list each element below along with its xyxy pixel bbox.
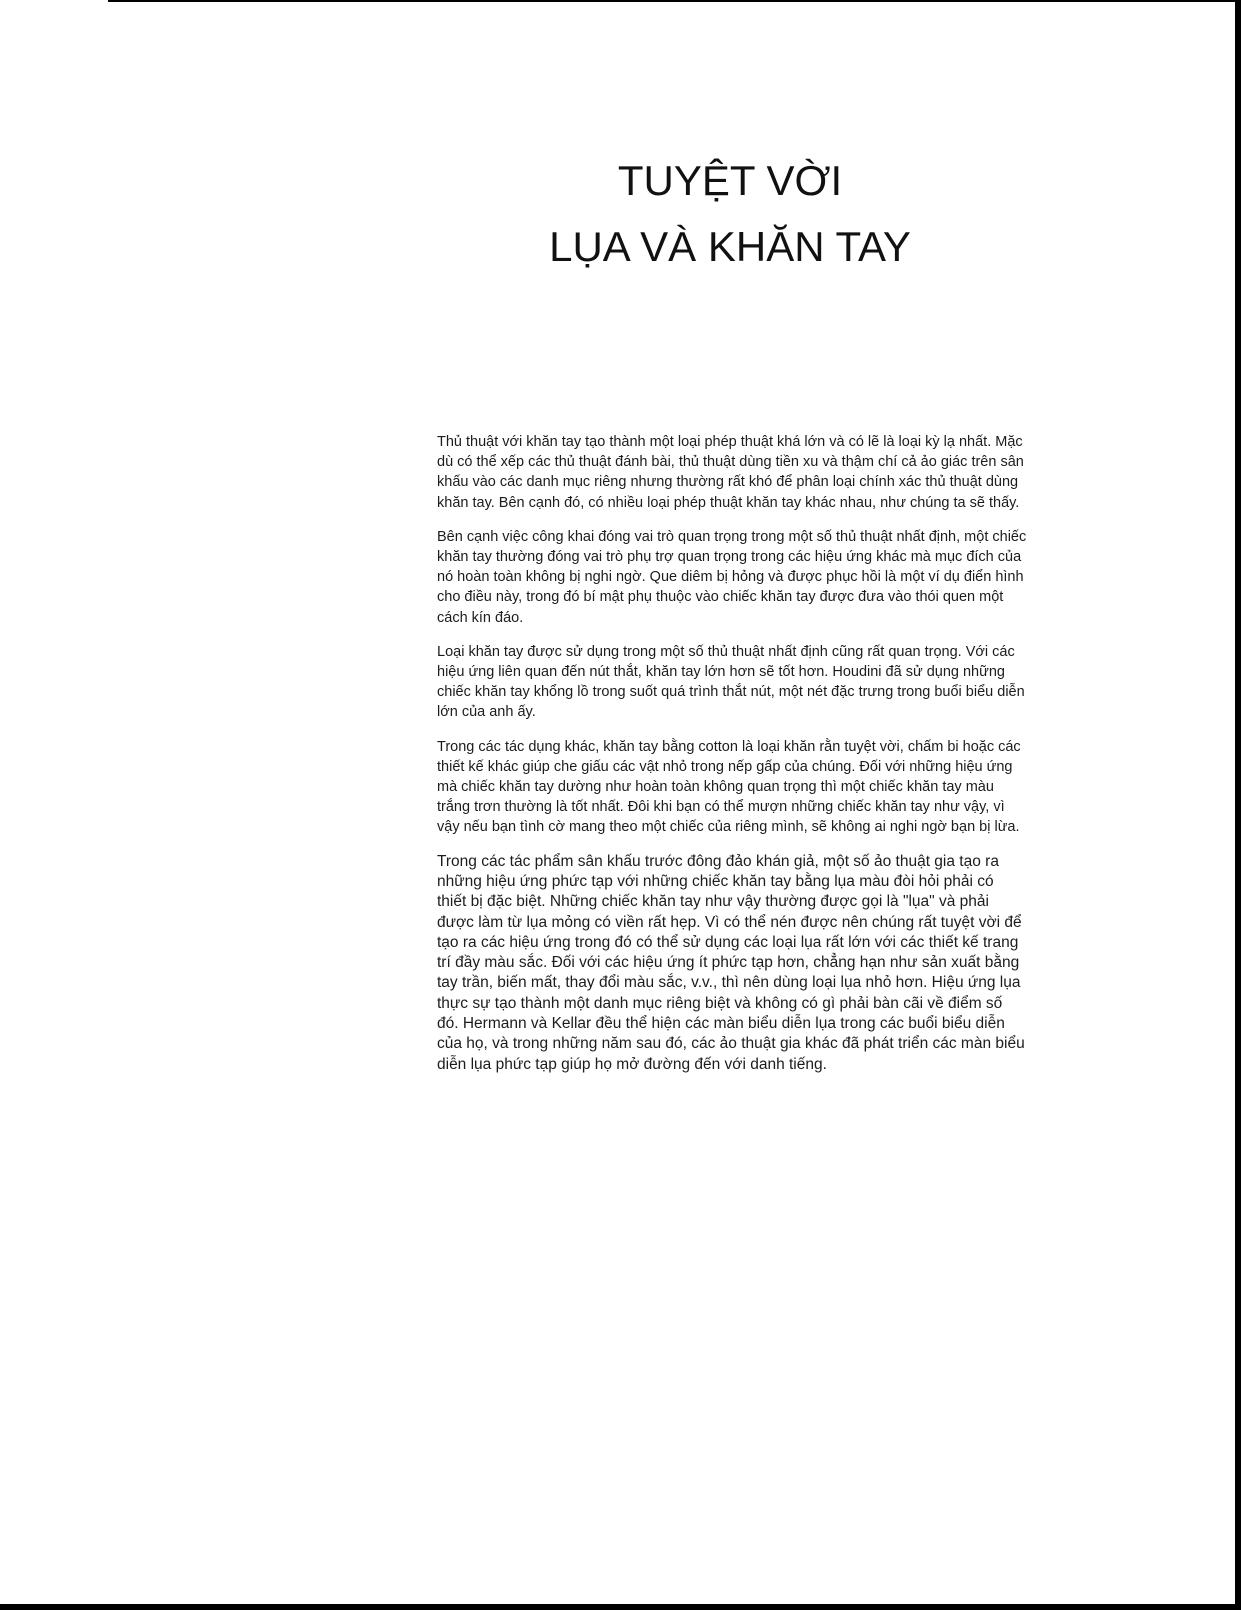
- body-text: [437, 432, 1027, 1089]
- paragraph-4: Trong các tác dụng khác, khăn tay bằng cotton là loại khăn rằn tuyệt vời, chấm bi hoặc các thiết kế khác giúp che giấu các vật nhỏ trong nếp gấp của chúng. Đối với những hiệu ứng mà chiếc khăn tay dường như hoàn toàn không quan trọng thì một chiếc khăn tay màu trắng trơn thường là tốt nhất. Đôi khi bạn có thể mượn những chiếc khăn tay như vậy, vì vậy nếu bạn tình cờ mang theo một chiếc của riêng mình, sẽ không ai nghi ngờ bạn bị lừa.: [437, 738, 1021, 836]
- paragraph-2: Bên cạnh việc công khai đóng vai trò quan trọng trong một số thủ thuật nhất định, một chiếc khăn tay thường đóng vai trò phụ trợ quan trọng trong các hiệu ứng khác mà mục đích của nó hoàn toàn không bị nghi ngờ. Que diêm bị hỏng và được phục hồi là một ví dụ điển hình cho điều này, trong đó bí mật phụ thuộc vào chiếc khăn tay được đưa vào thói quen một cách kín đáo.: [437, 528, 1027, 626]
- page-title: [440, 148, 1020, 280]
- title-line-2: LỤA VÀ KHĂN TAY: [549, 223, 911, 270]
- scan-edge-top: [108, 0, 1241, 2]
- title-line-1: TUYỆT VỜI: [617, 157, 843, 204]
- scan-edge-right: [1235, 0, 1241, 1610]
- paragraph-5: Trong các tác phẩm sân khấu trước đông đảo khán giả, một số ảo thuật gia tạo ra những hiệu ứng phức tạp với những chiếc khăn tay bằng lụa màu đòi hỏi phải có thiết bị đặc biệt. Những chiếc khăn tay như vậy thường được gọi là "lụa" và phải được làm từ lụa mỏng có viền rất hẹp. Vì có thể nén được nên chúng rất tuyệt vời để tạo ra các hiệu ứng trong đó có thể sử dụng các loại lụa rất lớn với các thiết kế trang trí đầy màu sắc. Đối với các hiệu ứng ít phức tạp hơn, chẳng hạn như sản xuất bằng tay trần, biến mất, thay đổi màu sắc, v.v., thì nên dùng loại lụa nhỏ hơn. Hiệu ứng lụa thực sự tạo thành một danh mục riêng biệt và không có gì phải bàn cãi về điểm số đó. Hermann và Kellar đều thể hiện các màn biểu diễn lụa trong các buổi biểu diễn của họ, và trong những năm sau đó, các ảo thuật gia khác đã phát triển các màn biểu diễn lụa phức tạp giúp họ mở đường đến với danh tiếng.: [437, 852, 1025, 1073]
- paragraph-1: Thủ thuật với khăn tay tạo thành một loại phép thuật khá lớn và có lẽ là loại kỳ lạ nhất. Mặc dù có thể xếp các thủ thuật đánh bài, thủ thuật dùng tiền xu và thậm chí cả ảo giác trên sân khấu vào các danh mục riêng nhưng thường rất khó để phân loại chính xác thủ thuật dùng khăn tay. Bên cạnh đó, có nhiều loại phép thuật khăn tay khác nhau, như chúng ta sẽ thấy.: [437, 434, 1024, 511]
- scan-edge-bottom: [0, 1604, 1241, 1610]
- paragraph-3: Loại khăn tay được sử dụng trong một số thủ thuật nhất định cũng rất quan trọng. Với các hiệu ứng liên quan đến nút thắt, khăn tay lớn hơn sẽ tốt hơn. Houdini đã sử dụng những chiếc khăn tay khổng lồ trong suốt quá trình thắt nút, một nét đặc trưng trong buổi biểu diễn lớn của anh ấy.: [437, 643, 1025, 721]
